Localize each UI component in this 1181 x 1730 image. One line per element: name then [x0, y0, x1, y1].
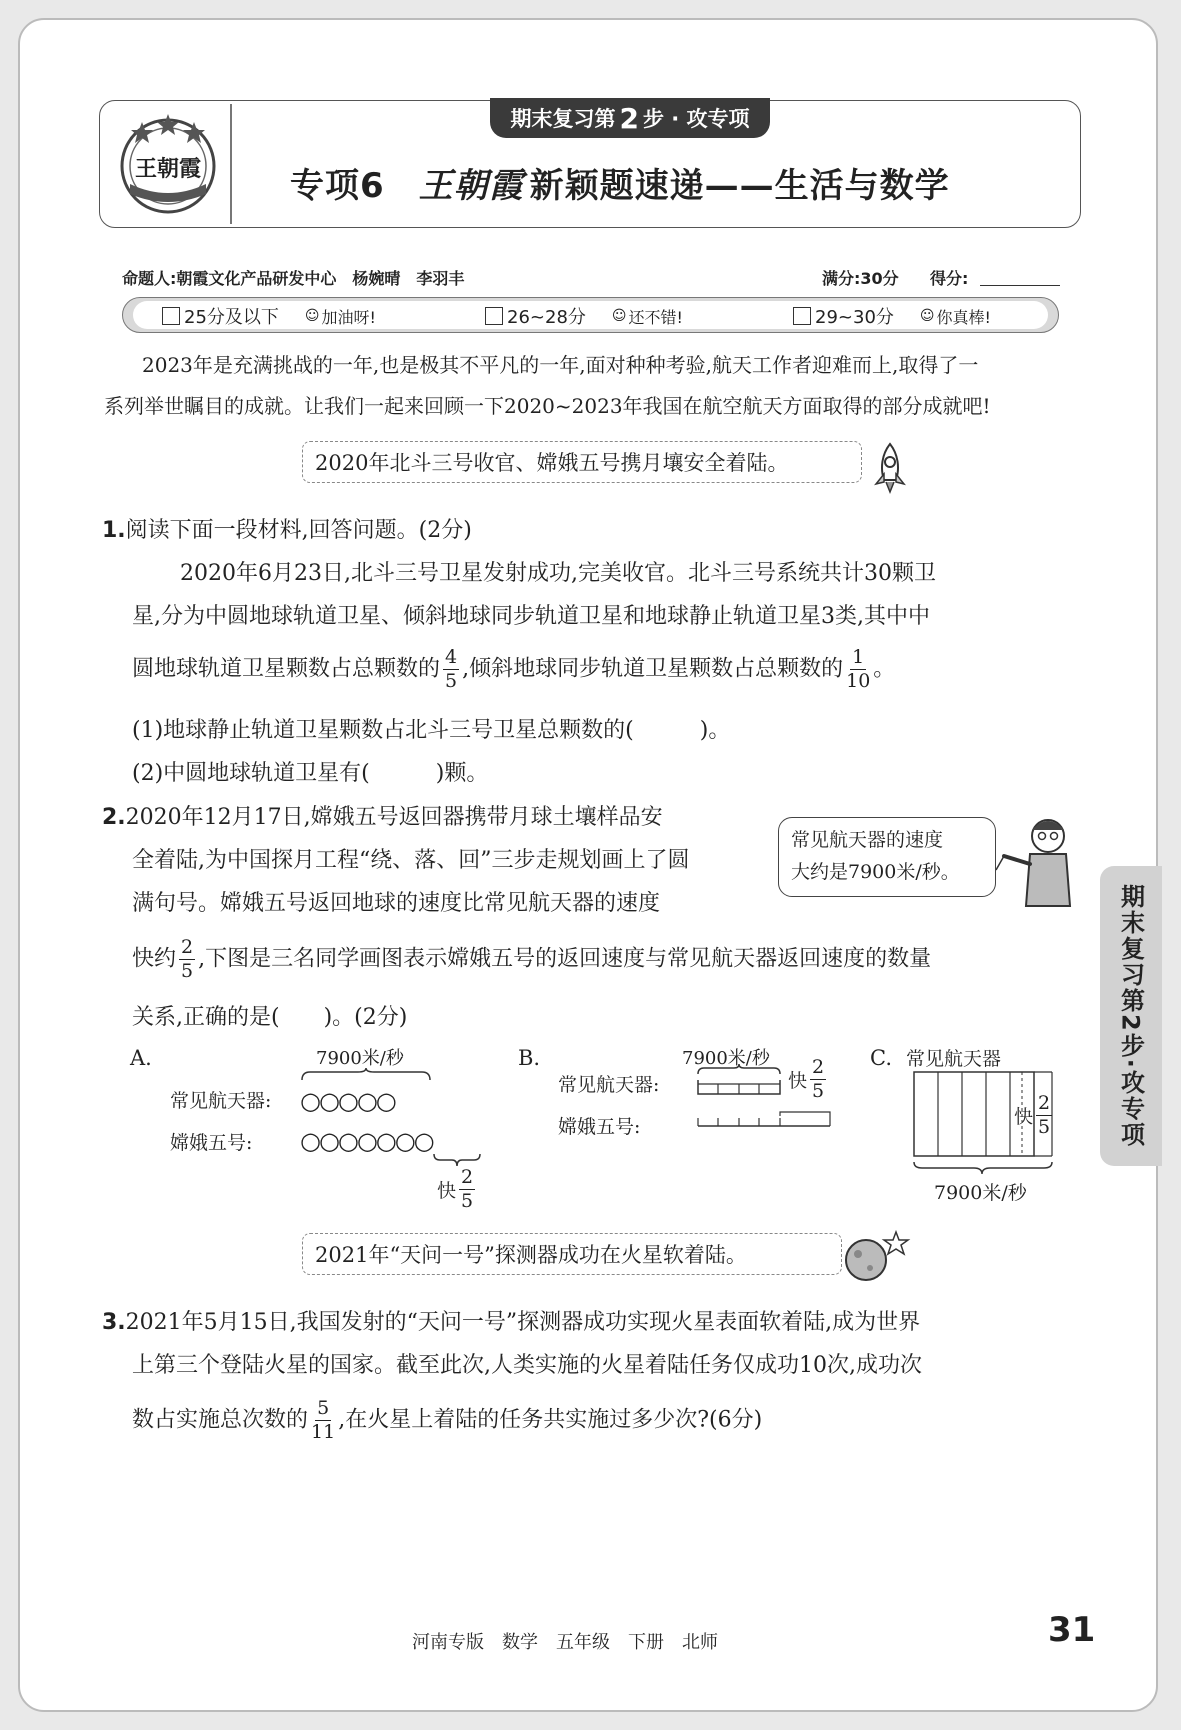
title-prefix: 专项6 — [290, 166, 385, 206]
option-b-label[interactable]: B. — [518, 1046, 541, 1070]
rating-comment: 加油呀! — [321, 307, 376, 327]
tab-suffix: 步 · 攻专项 — [642, 107, 750, 131]
title-main: 新颖题速递——生活与数学 — [529, 166, 950, 206]
rating-range: 26~28分 — [507, 307, 586, 328]
rating-comment: 还不错! — [628, 307, 683, 327]
q3-text: 2021年5月15日,我国发射的“天问一号”探测器成功实现火星表面软着陆,成为世界 — [125, 1310, 921, 1335]
tab-prefix: 期末复习第 — [510, 107, 616, 131]
page-title — [290, 158, 950, 207]
rating-option-2[interactable] — [485, 303, 683, 329]
checkbox[interactable] — [793, 307, 811, 325]
option-a-common: 常见航天器: — [170, 1090, 272, 1112]
option-a-faster: 快 $\frac{2}{5}$ — [437, 1166, 474, 1212]
authors: 命题人:朝霞文化产品研发中心 杨婉晴 李羽丰 — [122, 269, 465, 288]
option-b-speed: 7900米/秒 — [682, 1048, 770, 1069]
header-tab — [490, 98, 770, 138]
q3-number: 3. — [102, 1310, 126, 1335]
option-b-common: 常见航天器: — [558, 1074, 660, 1096]
speech-bubble — [778, 817, 996, 897]
footer-info: 河南专版 数学 五年级 下册 北师 — [412, 1632, 718, 1653]
option-a-change-circles: ○○○○○○○ — [300, 1127, 433, 1155]
banner-2021 — [302, 1233, 842, 1275]
q1-para-1: 2020年6月23日,北斗三号卫星发射成功,完美收官。北斗三号系统共计30颗卫 — [180, 561, 936, 586]
faster-text: 快 — [437, 1180, 457, 1202]
option-a-brace-bottom — [432, 1152, 482, 1166]
rating-range: 29~30分 — [815, 307, 894, 328]
q3-line-2: 上第三个登陆火星的国家。截至此次,人类实施的火星着陆任务仅成功10次,成功次 — [132, 1353, 922, 1378]
intro-line-1: 2023年是充满挑战的一年,也是极其不平凡的一年,面对种种考验,航天工作者迎难而上,取得了一 — [142, 353, 979, 377]
rating-range: 25分及以下 — [184, 307, 279, 328]
rocket-icon — [868, 440, 912, 496]
score-label: 得分: — [930, 269, 969, 288]
faster-text: 快 — [1014, 1106, 1034, 1128]
q3-l3b: ,在火星上着陆的任务共实施过多少次?(6分) — [338, 1407, 763, 1433]
q2-l4b: ,下图是三名同学画图表示嫦娥五号的返回速度与常见航天器返回速度的数量 — [198, 946, 932, 972]
intro-line-2: 系列举世瞩目的成就。让我们一起来回顾一下2020~2023年我国在航空航天方面取得的部分成就吧! — [104, 394, 991, 418]
page-number: 31 — [1048, 1610, 1096, 1650]
banner-text: 2021年“天问一号”探测器成功在火星软着陆。 — [315, 1243, 747, 1267]
option-c-faster: 快 $\frac{2}{5}$ — [1014, 1092, 1051, 1138]
q1-text: 阅读下面一段材料,回答问题。(2分) — [125, 518, 472, 543]
teacher-icon — [996, 810, 1078, 910]
q1-p3c: 。 — [873, 656, 896, 682]
fraction-4-5: $\frac{4}{5}$ — [445, 646, 458, 692]
brand-logo — [112, 106, 224, 218]
q1-p3a: 圆地球轨道卫星颗数占总颗数的 — [132, 656, 441, 682]
option-a-change: 嫦娥五号: — [170, 1132, 253, 1154]
option-b-brace-top — [696, 1064, 782, 1076]
q1-stem — [102, 513, 472, 544]
q2-l4a: 快约 — [132, 946, 177, 972]
option-a-label[interactable]: A. — [130, 1046, 152, 1070]
q2-line-5[interactable]: 关系,正确的是( )。(2分) — [132, 1005, 408, 1030]
q3-l3a: 数占实施总次数的 — [132, 1407, 309, 1433]
smile-face-icon: ☺ — [611, 308, 627, 324]
fraction-2-5: $\frac{2}{5}$ — [181, 936, 194, 982]
q3-line-1 — [102, 1305, 920, 1336]
title-signature: 王朝霞 — [418, 166, 524, 206]
faster-text: 快 — [788, 1070, 808, 1092]
option-a-brace-top — [300, 1068, 432, 1082]
q1-p3b: ,倾斜地球同步轨道卫星颗数占总颗数的 — [462, 656, 844, 682]
fraction-5-11: $\frac{5}{11}$ — [311, 1397, 336, 1443]
q2-line-3: 满句号。嫦娥五号返回地球的速度比常见航天器的速度 — [132, 891, 661, 916]
tab-step: 2 — [619, 101, 639, 135]
checkbox[interactable] — [485, 307, 503, 325]
rating-comment: 你真棒! — [936, 307, 991, 327]
q2-line-2: 全着陆,为中国探月工程“绕、落、回”三步走规划画上了圆 — [132, 848, 690, 873]
option-c-speed: 7900米/秒 — [934, 1182, 1027, 1204]
fraction-1-10: $\frac{1}{10}$ — [846, 646, 871, 692]
q2-text: 2020年12月17日,嫦娥五号返回器携带月球土壤样品安 — [125, 805, 663, 830]
option-c-common: 常见航天器 — [906, 1048, 1002, 1070]
logo-divider — [230, 104, 232, 224]
smile-face-icon: ☺ — [919, 308, 935, 324]
q1-sub-1[interactable]: (1)地球静止轨道卫星颗数占北斗三号卫星总颗数的( )。 — [132, 718, 731, 743]
banner-2020 — [302, 441, 862, 483]
bubble-line-1: 常见航天器的速度 — [791, 829, 944, 851]
option-b-common-bar — [696, 1076, 782, 1098]
q3-answer-area[interactable] — [132, 1450, 1072, 1600]
q1-sub-2[interactable]: (2)中圆地球轨道卫星有( )颗。 — [132, 761, 489, 786]
banner-text: 2020年北斗三号收官、嫦娥五号携月壤安全着陆。 — [315, 451, 789, 475]
option-b-faster: 快 $\frac{2}{5}$ — [788, 1056, 825, 1102]
option-a-common-circles: ○○○○○ — [300, 1087, 395, 1115]
score-blank[interactable] — [980, 285, 1060, 286]
q2-line-4 — [132, 938, 931, 981]
rating-option-3[interactable] — [793, 303, 991, 329]
bubble-line-2: 大约是7900米/秒。 — [791, 861, 960, 883]
side-tab[interactable]: 期末复习第2步·攻专项 — [1100, 866, 1162, 1166]
svg-text:王朝霞: 王朝霞 — [134, 156, 202, 182]
planet-icon — [842, 1228, 912, 1284]
rating-option-1[interactable] — [162, 303, 376, 329]
option-a-speed: 7900米/秒 — [316, 1048, 404, 1069]
q3-line-3 — [132, 1399, 762, 1442]
option-b-change: 嫦娥五号: — [558, 1116, 641, 1138]
q2-line-1 — [102, 800, 663, 831]
q1-para-2: 星,分为中圆地球轨道卫星、倾斜地球同步轨道卫星和地球静止轨道卫星3类,其中中 — [132, 604, 930, 629]
smile-face-icon: ☺ — [304, 308, 320, 324]
option-c-label[interactable]: C. — [870, 1046, 892, 1070]
q1-number: 1. — [102, 518, 126, 543]
option-b-change-bar — [696, 1108, 832, 1130]
q2-number: 2. — [102, 805, 126, 830]
q1-para-3 — [132, 648, 895, 691]
checkbox[interactable] — [162, 307, 180, 325]
full-score: 满分:30分 — [822, 269, 899, 288]
